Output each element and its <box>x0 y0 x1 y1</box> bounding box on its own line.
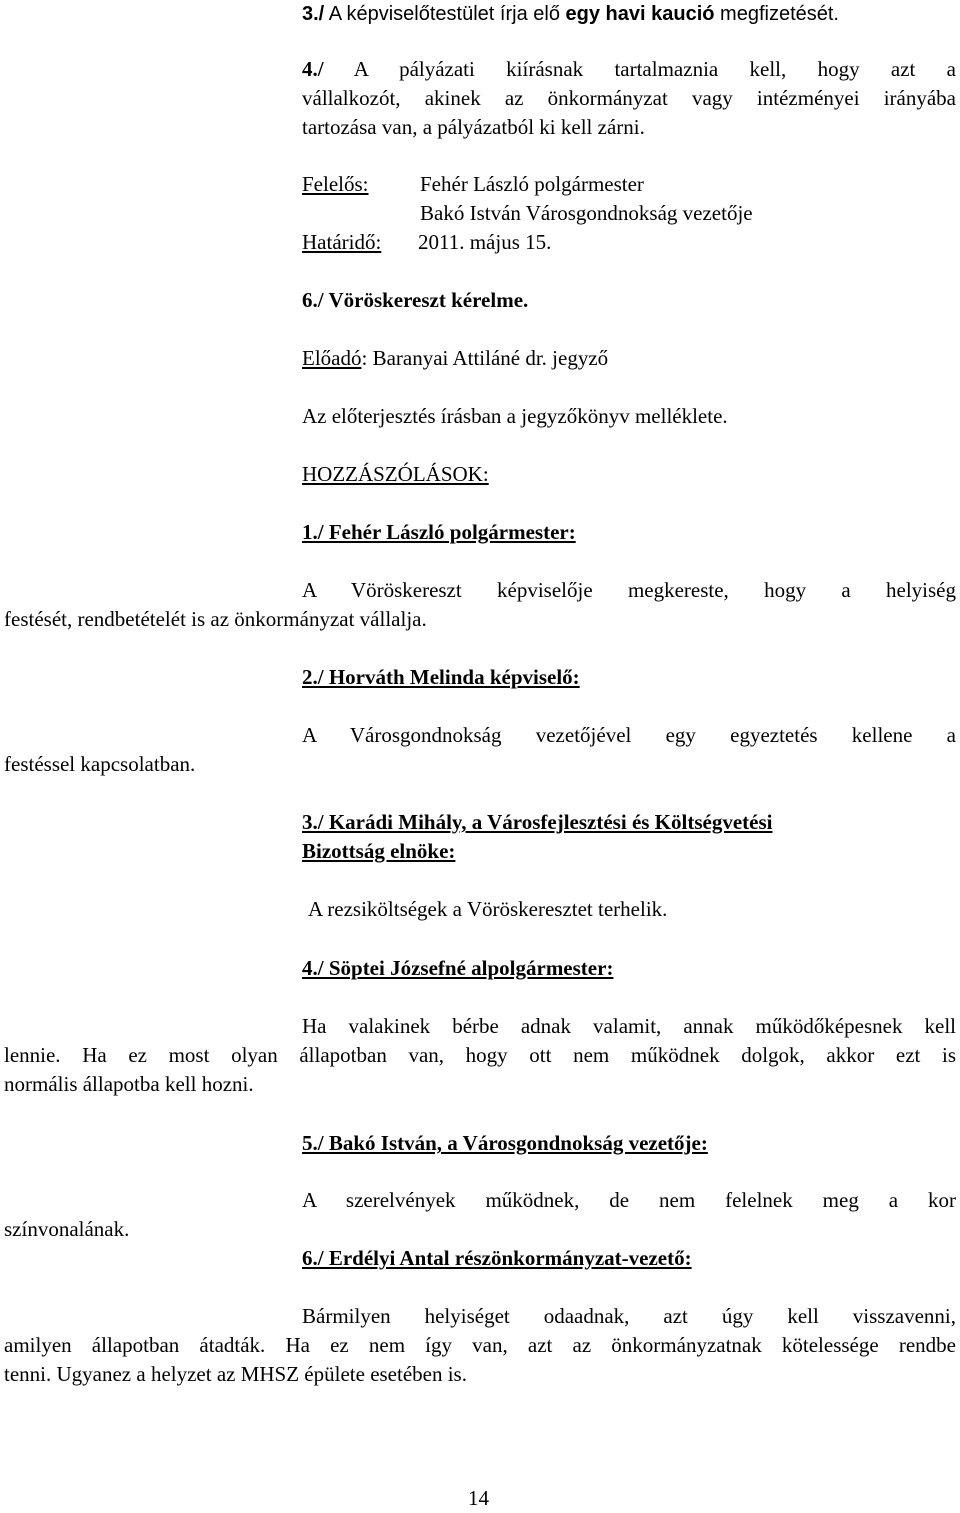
comment-5-line1: A szerelvények működnek, de nem felelnek meg a kor <box>302 1188 956 1212</box>
comment-2-line2: festéssel kapcsolatban. <box>4 752 196 776</box>
point-4-line2: vállalkozót, akinek az önkormányzat vagy intézményei irányába <box>302 86 956 110</box>
point-3-pre: A képviselőtestület írja elő <box>328 3 560 25</box>
comment-6-line2: amilyen állapotban átadták. Ha ez nem így van, azt az önkormányzatnak kötelessége rendbe <box>4 1333 956 1357</box>
deadline-label: Határidő: <box>302 230 382 254</box>
comment-3-speaker-line1: 3./ Karádi Mihály, a Városfejlesztési és Költségvetési <box>302 810 773 834</box>
comment-3-line1: A rezsiköltségek a Vöröskeresztet terhelik. <box>308 897 668 921</box>
page-number: 14 <box>468 1486 489 1510</box>
point-4-line1: 4./ A pályázati kiírásnak tartalmaznia kell, hogy azt a <box>302 57 956 81</box>
deadline-value: 2011. május 15. <box>418 230 552 254</box>
comment-5-speaker: 5./ Bakó István, a Városgondnokság vezetője: <box>302 1131 708 1155</box>
point-4-number: 4./ <box>302 57 324 81</box>
comment-1-line1: A Vöröskereszt képviselője megkereste, hogy a helyiség <box>302 578 956 602</box>
presenter-label: Előadó <box>302 346 362 370</box>
item-6-presenter <box>302 344 608 373</box>
comment-6-line3: tenni. Ugyanez a helyzet az MHSZ épülete esetében is. <box>4 1362 467 1386</box>
comment-2-speaker: 2./ Horváth Melinda képviselő: <box>302 665 580 689</box>
comment-6-line1: Bármilyen helyiséget odaadnak, azt úgy kell visszavenni, <box>302 1304 956 1328</box>
comment-4-speaker: 4./ Söptei Józsefné alpolgármester: <box>302 956 614 980</box>
point-3-number: 3./ <box>302 3 325 25</box>
comment-1-speaker: 1./ Fehér László polgármester: <box>302 520 576 544</box>
item-6-note: Az előterjesztés írásban a jegyzőkönyv melléklete. <box>302 404 728 428</box>
comment-2-line1: A Városgondnokság vezetőjével egy egyeztetés kellene a <box>302 723 956 747</box>
comment-6-speaker: 6./ Erdélyi Antal részönkormányzat-vezető: <box>302 1246 692 1270</box>
presenter-name: : Baranyai Attiláné dr. jegyző <box>361 346 609 370</box>
responsible-person-2: Bakó István Városgondnokság vezetője <box>420 201 753 225</box>
comment-3-speaker-line2: Bizottság elnöke: <box>302 839 456 863</box>
point-3 <box>302 0 839 29</box>
responsible-person-1: Fehér László polgármester <box>420 172 644 196</box>
comment-4-line2: lennie. Ha ez most olyan állapotban van, hogy ott nem működnek dolgok, akkor ezt is <box>4 1043 956 1067</box>
comments-heading: HOZZÁSZÓLÁSOK: <box>302 462 489 486</box>
point-4-line3: tartozása van, a pályázatból ki kell zárni. <box>302 115 645 139</box>
point-3-post: megfizetését. <box>720 3 839 25</box>
comment-1-line2: festését, rendbetételét is az önkormányzat vállalja. <box>4 607 427 631</box>
comment-4-line1: Ha valakinek bérbe adnak valamit, annak működőképesnek kell <box>302 1014 956 1038</box>
responsible-label: Felelős: <box>302 172 369 196</box>
item-6-title: 6./ Vöröskereszt kérelme. <box>302 288 529 312</box>
comment-5-line2: színvonalának. <box>4 1217 130 1241</box>
point-3-bold: egy havi kaució <box>565 3 715 25</box>
comment-4-line3: normális állapotba kell hozni. <box>4 1072 254 1096</box>
